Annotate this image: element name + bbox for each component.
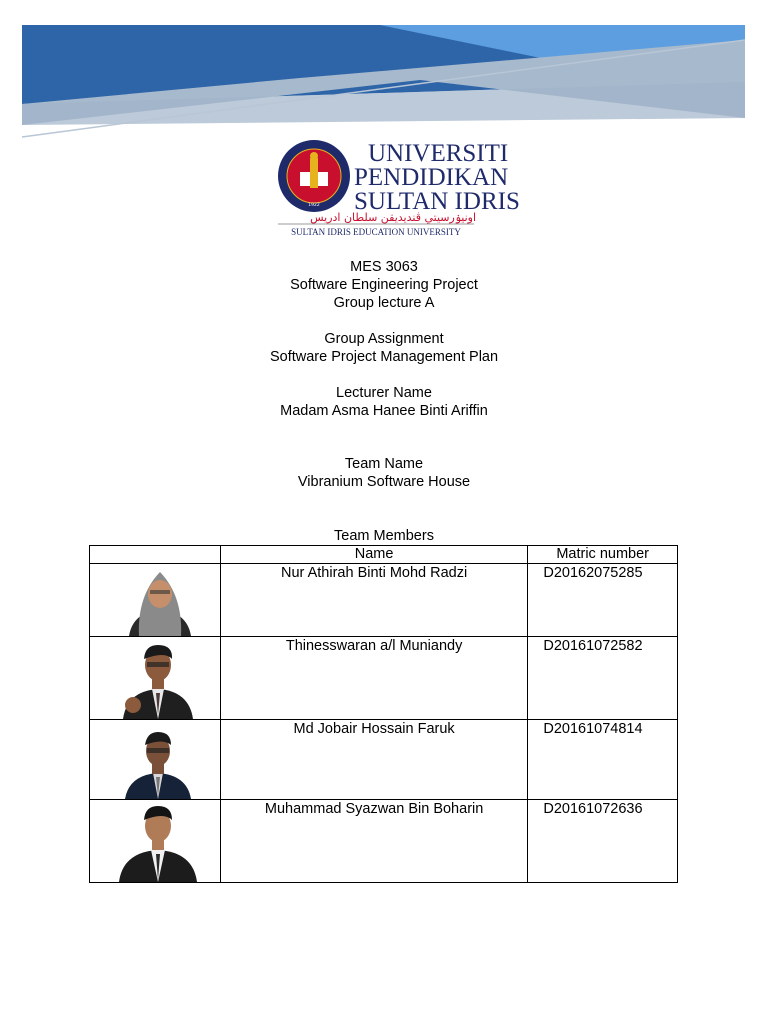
member-name: Thinesswaran a/l Muniandy [285, 638, 463, 654]
member-photo-3 [125, 727, 191, 799]
members-caption [0, 527, 768, 545]
member-matric: D20162075285 [543, 565, 643, 581]
member-photo-2 [123, 639, 193, 719]
wordmark-line2: PENDIDIKAN [354, 164, 509, 191]
member-matric-cell [528, 564, 678, 637]
header-banner [0, 0, 768, 150]
member-name-cell [220, 800, 527, 883]
member-name-cell [220, 720, 527, 800]
member-photo-cell [90, 564, 221, 637]
team-name: Vibranium Software House [297, 474, 471, 490]
assignment-title: Software Project Management Plan [269, 349, 499, 365]
member-matric-cell [528, 800, 678, 883]
course-name: Software Engineering Project [290, 277, 478, 293]
university-seal [278, 140, 350, 212]
member-photo-4 [119, 802, 197, 882]
member-matric: D20161072582 [543, 638, 643, 654]
header-photo [90, 546, 221, 564]
member-name: Nur Athirah Binti Mohd Radzi [281, 565, 468, 581]
table-header-row [90, 546, 678, 564]
member-name-cell [220, 637, 527, 720]
course-group: Group lecture A [333, 295, 435, 311]
member-matric: D20161072636 [543, 801, 643, 817]
logo-english-name: SULTAN IDRIS EDUCATION UNIVERSITY [291, 227, 461, 237]
member-matric-cell [528, 637, 678, 720]
team-label: Team Name [344, 456, 424, 472]
member-photo-1 [125, 566, 195, 636]
member-photo-cell [90, 637, 221, 720]
member-name-cell [220, 564, 527, 637]
header-matric: Matric number [528, 546, 678, 564]
table-row [90, 800, 678, 883]
lecturer-label: Lecturer Name [336, 385, 432, 401]
wordmark-line1: UNIVERSITI [368, 140, 509, 167]
member-matric: D20161074814 [543, 721, 643, 737]
lecturer-info [0, 384, 768, 420]
members-caption-text: Team Members [334, 528, 434, 544]
table-row [90, 564, 678, 637]
member-photo-cell [90, 800, 221, 883]
university-logo [276, 136, 520, 240]
header-name: Name [220, 546, 527, 564]
lecturer-name: Madam Asma Hanee Binti Ariffin [280, 403, 488, 419]
assignment-type: Group Assignment [324, 331, 444, 347]
member-name: Muhammad Syazwan Bin Boharin [264, 801, 484, 817]
member-photo-cell [90, 720, 221, 800]
course-info [0, 258, 768, 312]
member-matric-cell [528, 720, 678, 800]
team-info [0, 455, 768, 491]
seal-year: 1922 [308, 203, 320, 208]
course-code: MES 3063 [350, 259, 418, 275]
wordmark-line3: SULTAN IDRIS [354, 188, 520, 215]
wordmark-jawi: اونيۏرسيتي ڤنديديقن سلطان ادريس [310, 211, 476, 224]
table-row [90, 637, 678, 720]
member-name: Md Jobair Hossain Faruk [293, 721, 455, 737]
table-row [90, 720, 678, 800]
assignment-info [0, 330, 768, 366]
team-members-table [89, 545, 678, 883]
